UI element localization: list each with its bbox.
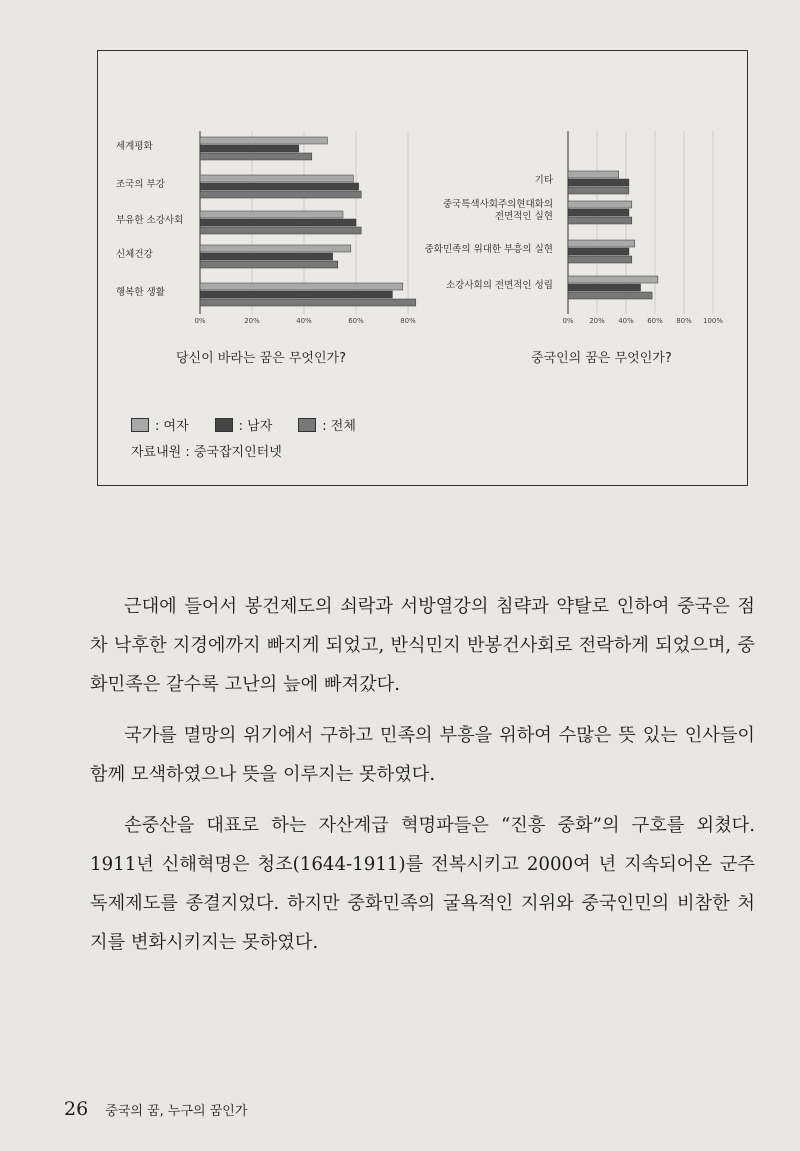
- left-category-label: 행복한 생활: [116, 287, 165, 298]
- right-category-label: 중국특색사회주의현대화의 전면적인 실현: [442, 199, 553, 222]
- left-tick-label: 40%: [296, 317, 312, 325]
- left-bar: [200, 253, 333, 260]
- right-tick-label: 80%: [676, 317, 692, 325]
- right-bar: [568, 248, 629, 255]
- left-bar: [200, 219, 356, 226]
- right-bar: [568, 179, 629, 186]
- legend-item-male: [215, 415, 273, 434]
- left-bar: [200, 291, 392, 298]
- legend-item-female: [131, 415, 189, 434]
- legend-swatch-total: [298, 418, 316, 432]
- right-category-label: 중화민족의 위대한 부흥의 실현: [424, 244, 553, 255]
- left-bar: [200, 191, 361, 198]
- right-bar: [568, 292, 652, 299]
- paragraph-1: 근대에 들어서 봉건제도의 쇠락과 서방열강의 침략과 약탈로 인하여 중국은 점차 낙후한 지경에까지 빠지게 되었고, 반식민지 반봉건사회로 전락하게 되었으며, 중화민족은 갈수록 고난의 늪에 빠져갔다.: [90, 596, 755, 695]
- right-tick-label: 100%: [702, 317, 724, 325]
- chart-title-left: 당신이 바라는 꿈은 무엇인가?: [176, 351, 346, 366]
- right-bar: [568, 217, 632, 224]
- legend-item-total: [298, 415, 356, 434]
- right-category-label: 기타: [534, 175, 553, 186]
- body-text: [90, 587, 755, 974]
- left-bar: [200, 211, 343, 218]
- legend-swatch-female: [131, 418, 149, 432]
- legend-label-female: : 여자: [155, 419, 189, 434]
- left-tick-label: 20%: [244, 317, 260, 325]
- legend-swatch-male: [215, 418, 233, 432]
- right-bar: [568, 171, 619, 178]
- right-tick-label: 20%: [589, 317, 605, 325]
- right-category-label: 소강사회의 전면적인 성립: [446, 280, 553, 291]
- chart-title-right: 중국인의 꿈은 무엇인가?: [531, 351, 672, 366]
- right-tick-label: 60%: [647, 317, 663, 325]
- left-category-label: 신체건강: [116, 249, 153, 260]
- left-bar: [200, 175, 353, 182]
- legend-label-total: : 전체: [322, 419, 356, 434]
- right-bar: [568, 284, 641, 291]
- left-bar: [200, 283, 403, 290]
- left-bar: [200, 299, 416, 306]
- left-bar: [200, 245, 351, 252]
- left-bar: [200, 227, 361, 234]
- survey-figure: [97, 50, 748, 486]
- paragraph-2: 국가를 멸망의 위기에서 구하고 민족의 부흥을 위하여 수많은 뜻 있는 인사들이 함께 모색하였으나 뜻을 이루지는 못하였다.: [90, 725, 755, 785]
- right-bar: [568, 256, 632, 263]
- left-bar: [200, 261, 338, 268]
- left-category-label: 조국의 부강: [116, 179, 165, 190]
- page-number: 26: [64, 1098, 89, 1120]
- right-bar: [568, 201, 632, 208]
- left-tick-label: 60%: [348, 317, 364, 325]
- left-bar: [200, 153, 312, 160]
- left-tick-label: 80%: [400, 317, 416, 325]
- left-bar: [200, 183, 359, 190]
- left-bar: [200, 145, 299, 152]
- left-category-label: 부유한 소강사회: [116, 215, 184, 226]
- data-source: 자료내원 : 중국잡지인터넷: [131, 445, 282, 460]
- right-tick-label: 0%: [562, 317, 574, 325]
- right-bar: [568, 276, 658, 283]
- paragraph-3: 손중산을 대표로 하는 자산계급 혁명파들은 “진흥 중화”의 구호를 외쳤다. 1911년 신해혁명은 청조(1644-1911)를 전복시키고 2000여 년 지속되어온 군주독제제도를 종결지었다. 하지만 중화민족의 굴욕적인 지위와 중국인민의 비참한 처지를 변화시키지는 못하였다.: [90, 815, 755, 953]
- legend-label-male: : 남자: [238, 419, 273, 434]
- chart-legend: [131, 415, 382, 434]
- right-bar: [568, 187, 629, 194]
- right-tick-label: 40%: [618, 317, 634, 325]
- left-bar: [200, 137, 327, 144]
- left-tick-label: 0%: [194, 317, 206, 325]
- running-title: 중국의 꿈, 누구의 꿈인가: [105, 1104, 248, 1119]
- page-footer: [64, 1098, 247, 1120]
- right-bar: [568, 240, 635, 247]
- left-category-label: 세계평화: [116, 141, 153, 152]
- right-bar: [568, 209, 629, 216]
